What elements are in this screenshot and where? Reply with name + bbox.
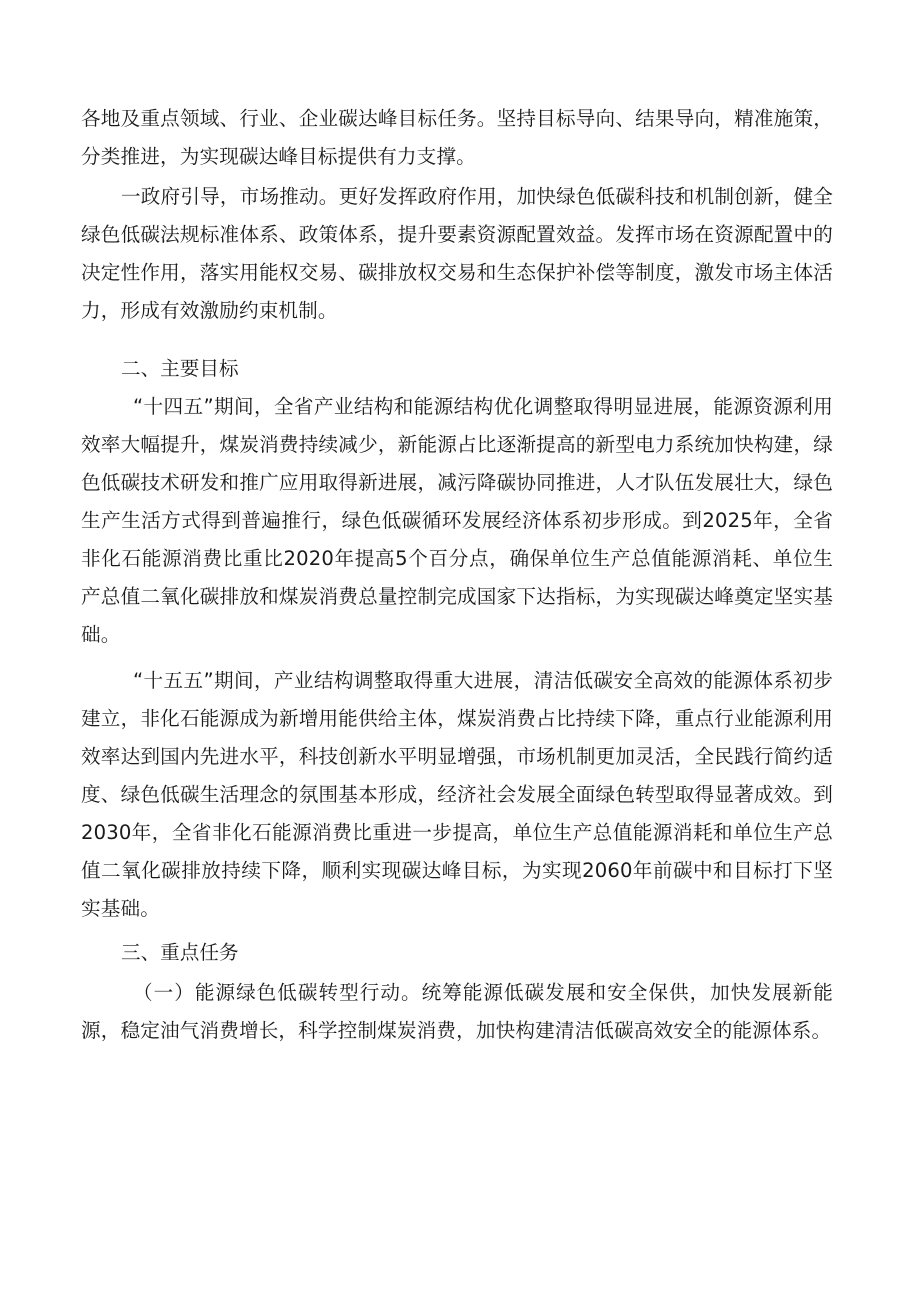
section-heading-main-goals: 二、主要目标: [121, 357, 239, 380]
paragraph-principle-continued: 各地及重点领域、行业、企业碳达峰目标任务。坚持目标导向、结果导向，精准施策，分类推进，为实现碳达峰目标提供有力支撑。: [81, 107, 833, 168]
document-page: [81, 100, 833, 1050]
section-heading-key-tasks: 三、重点任务: [121, 941, 239, 964]
paragraph-15th-five-year-goals: “十五五”期间，产业结构调整取得重大进展，清洁低碳安全高效的能源体系初步建立，非化石能源成为新增用能供给主体，煤炭消费占比持续下降，重点行业能源利用效率达到国内先进水平，科技创新水平明显增强，市场机制更加灵活，全民践行简约适度、绿色低碳生活理念的氛围基本形成，经济社会发展全面绿色转型取得显著成效。到2030年，全省非化石能源消费比重进一步提高，单位生产总值能源消耗和单位生产总值二氧化碳排放持续下降，顺利实现碳达峰目标，为实现2060年前碳中和目标打下坚实基础。: [81, 669, 833, 920]
paragraph-energy-transition-action: （一）能源绿色低碳转型行动。统筹能源低碳发展和安全保供，加快发展新能源，稳定油气消费增长，科学控制煤炭消费，加快构建清洁低碳高效安全的能源体系。: [81, 981, 833, 1042]
paragraph-government-guidance: 一政府引导，市场推动。更好发挥政府作用，加快绿色低碳科技和机制创新，健全绿色低碳法规标准体系、政策体系，提升要素资源配置效益。发挥市场在资源配置中的决定性作用，落实用能权交易、碳排放权交易和生态保护补偿等制度，激发市场主体活力，形成有效激励约束机制。: [81, 185, 833, 322]
paragraph-14th-five-year-goals: “十四五”期间，全省产业结构和能源结构优化调整取得明显进展，能源资源利用效率大幅提升，煤炭消费持续减少，新能源占比逐渐提高的新型电力系统加快构建，绿色低碳技术研发和推广应用取得新进展，减污降碳协同推进，人才队伍发展壮大，绿色生产生活方式得到普遍推行，绿色低碳循环发展经济体系初步形成。到2025年，全省非化石能源消费比重比2020年提高5个百分点，确保单位生产总值能源消耗、单位生产总值二氧化碳排放和煤炭消费总量控制完成国家下达指标，为实现碳达峰奠定坚实基础。: [81, 395, 833, 646]
